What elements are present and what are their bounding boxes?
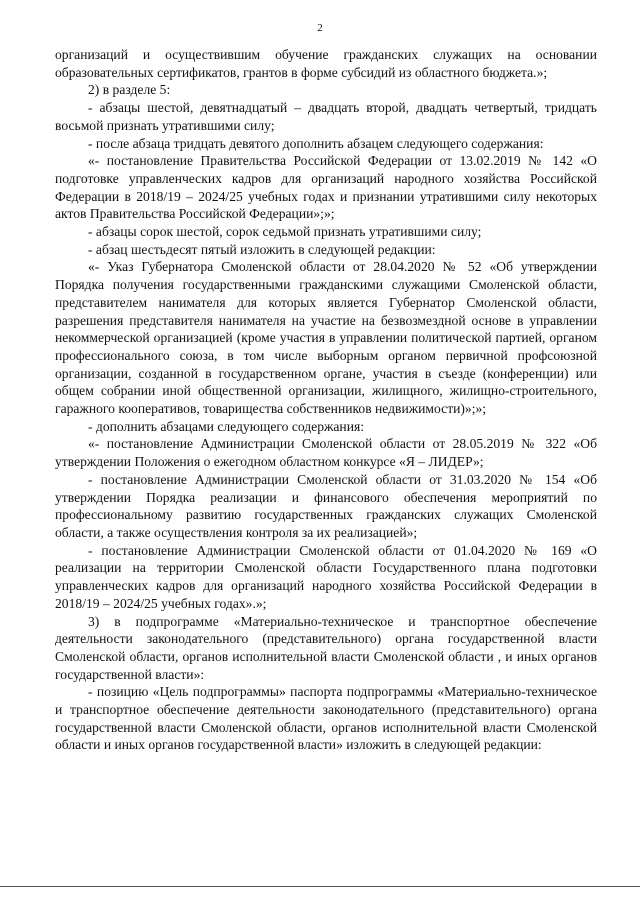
- paragraph-continuation: организаций и осуществившим обучение гражданских служащих на основании образовательных сертификатов, грантов в форме субсидий из областного бюджета.»;: [55, 47, 597, 80]
- paragraph-quote: «- постановление Правительства Российской Федерации от 13.02.2019 № 142 «О подготовке управленческих кадров для организаций народного хозяйства Российской Федерации в 2018/19 – 2024/25 учебных годах и признании утратившими силу некоторых актов Правительства Российской Федерации»;»;: [55, 153, 597, 222]
- page-number: 2: [317, 22, 323, 34]
- paragraph-quote: «- Указ Губернатора Смоленской области от 28.04.2020 № 52 «Об утверждении Порядка получения государственными гражданскими служащими Смоленской области, представителем нанимателя для которых является Губернатор Смоленской области, разрешения представителя нанимателя на участие на безвозмездной основе в управлении некоммерческой организацией (кроме участия в управлении политической партией, органом профессионального союза, в том числе выборным органом первичной профсоюзной организации, созданной в государственном органе, участия в съезде (конференции) или общем собрании иной общественной организации, жилищного, жилищно-строительного, гаражного кооперативов, товарищества собственников недвижимости)»;»;: [55, 259, 597, 417]
- document-body: [55, 46, 597, 754]
- paragraph: - абзацы шестой, девятнадцатый – двадцать второй, двадцать четвертый, тридцать восьмой признать утратившими силу;: [55, 100, 597, 133]
- paragraph: - позицию «Цель подпрограммы» паспорта подпрограммы «Материально-техническое и транспортное обеспечение деятельности законодательного (представительного) органа государственной власти Смоленской области, органов исполнительной власти Смоленской области и иных органов государственной власти» изложить в следующей редакции:: [55, 684, 597, 753]
- paragraph-section-5-heading: 2) в разделе 5:: [88, 82, 171, 98]
- paragraph: - абзацы сорок шестой, сорок седьмой признать утратившими силу;: [88, 224, 482, 240]
- paragraph-subprogram: 3) в подпрограмме «Материально-техническое и транспортное обеспечение деятельности законодательного (представительного) органа государственной власти Смоленской области, органов исполнительной власти Смоленской области , и иных органов государственной власти»:: [55, 613, 597, 682]
- paragraph: - дополнить абзацами следующего содержания:: [88, 418, 365, 434]
- paragraph-quote: «- постановление Администрации Смоленской области от 28.05.2019 № 322 «Об утверждении Положения о ежегодном областном конкурсе «Я – ЛИДЕР»;: [55, 436, 597, 470]
- paragraph: - постановление Администрации Смоленской области от 31.03.2020 № 154 «Об утверждении Порядка реализации и финансового обеспечения мероприятий по профессиональному развитию государственных гражданских служащих Смоленской области, а также осуществления контроля за их реализацией»;: [55, 471, 597, 540]
- paragraph: - после абзаца тридцать девятого дополнить абзацем следующего содержания:: [88, 135, 544, 151]
- page-bottom-border: [0, 886, 640, 887]
- paragraph: - постановление Администрации Смоленской области от 01.04.2020 № 169 «О реализации на территории Смоленской области Государственного плана подготовки управленческих кадров для организаций народного хозяйства Российской Федерации в 2018/19 – 2024/25 учебных годах».»;: [55, 542, 597, 611]
- paragraph: - абзац шестьдесят пятый изложить в следующей редакции:: [88, 241, 436, 257]
